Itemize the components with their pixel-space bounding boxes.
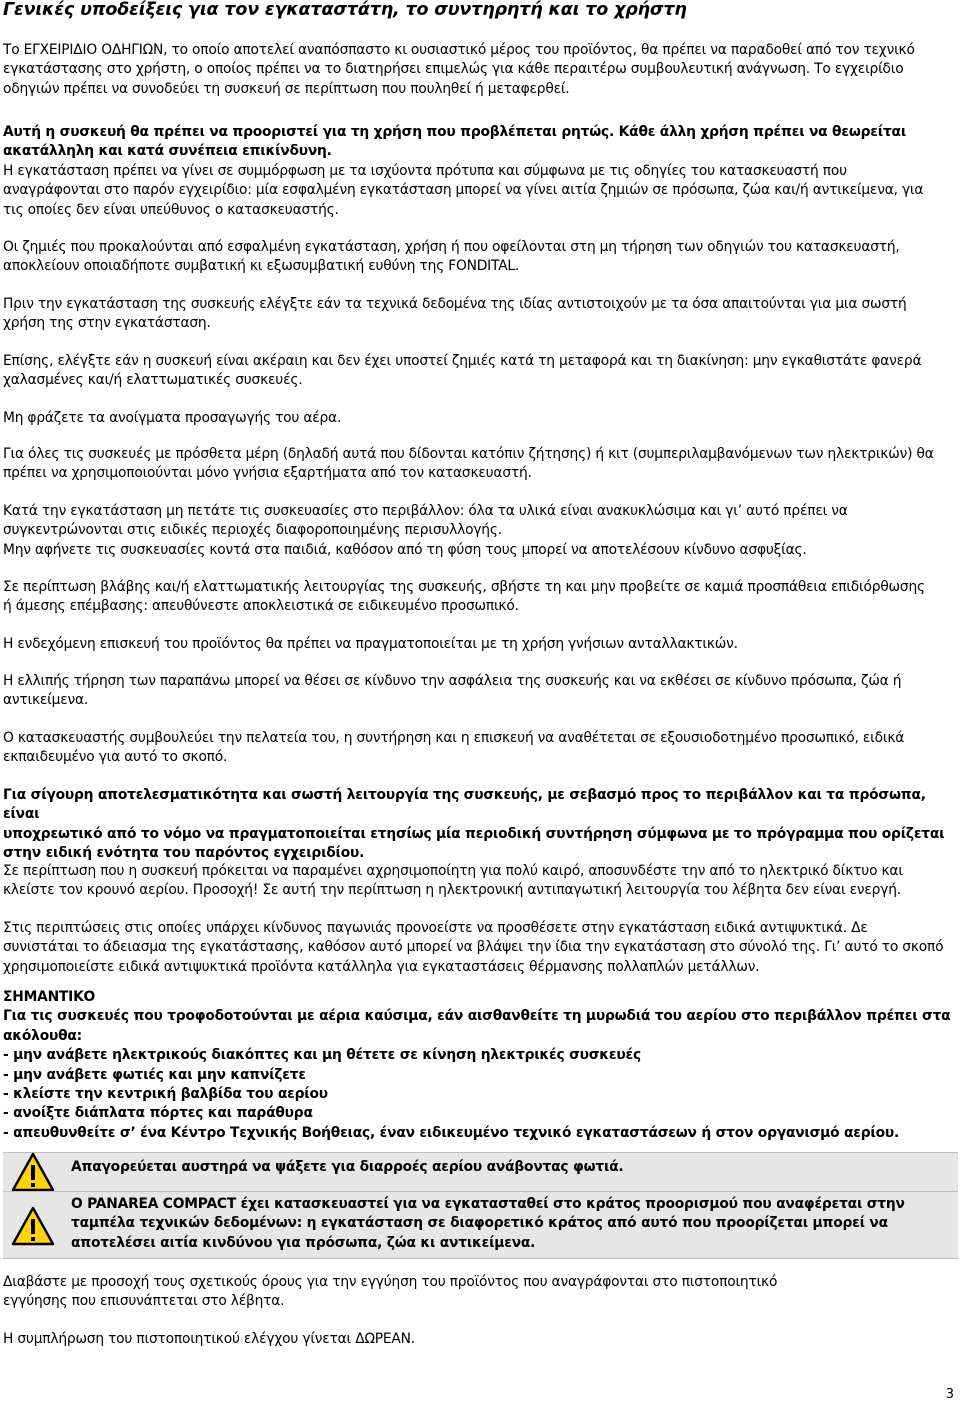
text-line: Η ελλιπής τήρηση των παραπάνω μπορεί να θέσει σε κίνδυνο την ασφάλεια της συσκευής και να εκθέσει σε κίνδυνο πρόσωπα, ζώα ή xyxy=(3,673,902,689)
list-item: - μην ανάβετε φωτιές και μην καπνίζετε xyxy=(3,1066,306,1083)
text-line: εκπαιδευμένο για αυτό το σκοπό. xyxy=(3,749,228,766)
text-line: Μη φράζετε τα ανοίγματα προσαγωγής του αέρα. xyxy=(3,410,342,426)
section-title: Γενικές υποδείξεις για τον εγκαταστάτη, το συντηρητή και το χρήστη xyxy=(3,0,687,20)
text-line-bold: Απαγορεύεται αυστηρά να ψάξετε για διαρροές αερίου ανάβοντας φωτιά. xyxy=(71,1159,624,1175)
paragraph-authorized-staff xyxy=(3,729,951,768)
text-line: Οι ζημιές που προκαλούνται από εσφαλμένη εγκατάσταση, χρήση ή που οφείλονται στη μη τήρηση των οδηγιών του κατασκευαστή, xyxy=(3,239,900,255)
text-line: Ο κατασκευαστής συμβουλεύει την πελατεία του, η συντήρηση και η επισκευή να αναθέτεται σε εξουσιοδοτημένο προσωπικό, ειδικά xyxy=(3,730,905,746)
text-line-bold: ακατάλληλη και κατά συνέπεια επικίνδυνη. xyxy=(3,143,332,160)
paragraph-malfunction xyxy=(3,578,951,617)
text-line-bold: Για τις συσκευές που τροφοδοτούνται με αέρια καύσιμα, εάν αισθανθείτε τη μυρωδιά του αερίου στο περιβάλλον πρέπει στα xyxy=(3,1008,951,1025)
text-line: Η συμπλήρωση του πιστοποιητικού ελέγχου γίνεται ΔΩΡΕΑΝ. xyxy=(3,1331,415,1347)
paragraph-safety-risk xyxy=(3,672,951,711)
paragraph-liability xyxy=(3,238,951,277)
list-item: - μην ανάβετε ηλεκτρικούς διακόπτες και μη θέτετε σε κίνηση ηλεκτρικές συσκευές xyxy=(3,1047,641,1064)
paragraph-certificate xyxy=(3,1330,951,1349)
paragraph-packaging xyxy=(3,502,951,560)
text-line: πρέπει να χρησιμοποιούνται μόνο γνήσια εξαρτήματα από τον κατασκευαστή. xyxy=(3,465,532,482)
text-line: χρησιμοποιείστε ειδικά αντιψυκτικά προϊόντα κατάλληλα για εγκαταστάσεις θέρμανσης πολλαπλών μετάλλων. xyxy=(3,958,760,975)
paragraph-check-data xyxy=(3,295,951,334)
text-line: Σε περίπτωση βλάβης και/ή ελαττωματικής λειτουργίας της συσκευής, σβήστε τη και μην προβείτε σε καμιά προσπάθεια επιδιόρθωσης xyxy=(3,579,925,595)
list-item: - κλείστε την κεντρική βαλβίδα του αερίου xyxy=(3,1086,328,1103)
warning-triangle-icon xyxy=(11,1152,55,1192)
warning-triangle-icon xyxy=(11,1206,55,1246)
text-line: χαλασμένες και/ή ελαττωματικές συσκευές. xyxy=(3,372,303,389)
text-line: αποκλείουν οποιαδήποτε συμβατική κι εξωσυμβατική ευθύνη της FONDITAL. xyxy=(3,258,520,275)
paragraph-check-damage xyxy=(3,352,951,391)
text-line: Το ΕΓΧΕΙΡΙΔΙΟ ΟΔΗΓΙΩΝ, το οποίο αποτελεί αναπόσπαστο κι ουσιαστικό μέρος του προϊόντος, θα πρέπει να παραδοθεί από τον τεχνικό xyxy=(3,42,915,58)
text-line-bold: ταμπέλα τεχνικών δεδομένων: η εγκατάσταση σε διαφορετικό κράτος από αυτό που προορίζεται μπορεί να xyxy=(71,1215,888,1232)
text-line: οδηγιών πρέπει να συνοδεύει τη συσκευή σε περίπτωση που πουληθεί ή μεταφερθεί. xyxy=(3,80,570,97)
text-line: εγγύησης που επισυνάπτεται στο λέβητα. xyxy=(3,1293,285,1310)
text-line-bold: Ο PANAREA COMPACT έχει κατασκευαστεί για να εγκατασταθεί στο κράτος προορισμού που αναφέρεται στην xyxy=(71,1196,905,1212)
text-line: κλείστε τον κρουνό αερίου. Προσοχή! Σε αυτή την περίπτωση η ηλεκτρονική αντιπαγωτική λειτουργία του λέβητα δεν είναι ενεργή. xyxy=(3,882,901,899)
text-line: αναγράφονται στο παρόν εγχειρίδιο: μία εσφαλμένη εγκατάσταση μπορεί να γίνει αιτία ζημιών σε πρόσωπα, ζώα και/ή αντικείμενα, για xyxy=(3,182,924,199)
text-line-bold: αποτελέσει αιτία κινδύνου για πρόσωπα, ζώα κι αντικείμενα. xyxy=(71,1234,536,1251)
text-line: Μην αφήνετε τις συσκευασίες κοντά στα παιδιά, καθόσον από τη φύση τους μπορεί να αποτελέσουν κίνδυνο ασφυξίας. xyxy=(3,541,807,558)
warning-row-destination-country xyxy=(3,1192,958,1258)
paragraph-manual-delivery xyxy=(3,41,951,99)
text-line: Διαβάστε με προσοχή τους σχετικούς όρους για την εγγύηση του προϊόντος που αναγράφονται στο πιστοποιητικό xyxy=(3,1274,778,1290)
warning-row-leak-search xyxy=(3,1153,958,1191)
text-line: Στις περιπτώσεις στις οποίες υπάρχει κίνδυνος παγωνιάς προνοείστε να προσθέσετε στην εγκατάσταση ειδικά αντιψυκτικά. Δε xyxy=(3,920,868,936)
text-line: Επίσης, ελέγξτε εάν η συσκευή είναι ακέραιη και δεν έχει υποστεί ζημιές κατά τη μεταφορά και τη διακίνηση: μην εγκαθιστάτε φανερά xyxy=(3,353,922,369)
paragraph-intended-use xyxy=(3,123,951,220)
warning-separator xyxy=(3,1258,958,1259)
text-line-bold: υποχρεωτικό από το νόμο να πραγματοποιείται ετησίως μία περιοδική συντήρηση σύμφωνα με το πρόγραμμα που ορίζεται xyxy=(3,825,945,842)
text-line: Σε περίπτωση που η συσκευή πρόκειται να παραμένει αχρησιμοποίητη για πολύ καιρό, αποσυνδέστε την από το ηλεκτρικό δίκτυο και xyxy=(3,863,903,879)
paragraph-annual-maintenance xyxy=(3,786,951,864)
text-line-bold: ακόλουθα: xyxy=(3,1027,82,1044)
warning-text xyxy=(71,1195,951,1253)
text-line-bold: Για σίγουρη αποτελεσματικότητα και σωστή λειτουργία της συσκευής, με σεβασμό προς το περιβάλλον και τα πρόσωπα, είναι xyxy=(3,787,926,823)
text-line: συνιστάται το άδειασμα της εγκατάστασης, καθόσον αυτό μπορεί να βλάψει την ίδια την εγκατάσταση στο σύνολό της. Γι’ αυτό το σκοπό xyxy=(3,939,944,956)
paragraph-long-inactivity xyxy=(3,862,951,901)
list-item: - απευθυνθείτε σ’ ένα Κέντρο Τεχνικής Βοήθειας, έναν ειδικευμένο τεχνικό εγκαταστάσεων ή στον οργανισμό αερίου. xyxy=(3,1124,900,1141)
page-number: 3 xyxy=(945,1387,954,1402)
paragraph-repair xyxy=(3,635,951,654)
important-heading: ΣΗΜΑΝΤΙΚΟ xyxy=(3,989,96,1005)
text-line: εγκατάστασης στο χρήστη, ο οποίος πρέπει να το διατηρήσει επιμελώς για κάθε περαιτέρω συμβουλευτική ανάγνωση. Το εγχειρίδιο xyxy=(3,61,904,78)
warning-text xyxy=(71,1158,951,1177)
text-line: Κατά την εγκατάσταση μη πετάτε τις συσκευασίες στο περιβάλλον: όλα τα υλικά είναι ανακυκλώσιμα και γι’ αυτό πρέπει να xyxy=(3,503,848,519)
text-line: τις οποίες δεν είναι υπεύθυνος ο κατασκευαστής. xyxy=(3,201,339,218)
important-gas-section xyxy=(3,988,951,1143)
text-line: χρήση της στην εγκατάσταση. xyxy=(3,315,211,332)
paragraph-original-parts xyxy=(3,445,951,484)
text-line: Η εγκατάσταση πρέπει να γίνει σε συμμόρφωση με τα ισχύοντα πρότυπα και σύμφωνα με τις οδηγίες του κατασκευαστή που xyxy=(3,162,847,179)
list-item: - ανοίξτε διάπλατα πόρτες και παράθυρα xyxy=(3,1105,313,1122)
paragraph-antifreeze xyxy=(3,919,951,977)
text-line: Πριν την εγκατάσταση της συσκευής ελέγξτε εάν τα τεχνικά δεδομένα της ιδίας αντιστοιχούν με τα όσα απαιτούνται για μια σωστή xyxy=(3,296,907,312)
paragraph-air-openings xyxy=(3,409,951,428)
text-line: Η ενδεχόμενη επισκευή του προϊόντος θα πρέπει να πραγματοποιείται με τη χρήση γνήσιων ανταλλακτικών. xyxy=(3,636,738,652)
text-line: Για όλες τις συσκευές με πρόσθετα μέρη (δηλαδή αυτά που δίδονται κατόπιν ζήτησης) ή κιτ (συμπεριλαμβανόμενων των ηλεκτρικών) θα xyxy=(3,446,934,462)
text-line-bold: στην ειδική ενότητα του παρόντος εγχειριδίου. xyxy=(3,845,365,862)
text-line: αντικείμενα. xyxy=(3,692,89,709)
text-line-bold: Αυτή η συσκευή θα πρέπει να προοριστεί για τη χρήση που προβλέπεται ρητώς. Κάθε άλλη χρήση πρέπει να θεωρείται xyxy=(3,124,906,140)
paragraph-warranty xyxy=(3,1273,951,1312)
text-line: συγκεντρώνονται στις ειδικές περιοχές διαφοροποιημένης περισυλλογής. xyxy=(3,522,502,539)
text-line: ή άμεσης επέμβασης: απευθύνεστε αποκλειστικά σε ειδικευμένο προσωπικό. xyxy=(3,598,519,615)
